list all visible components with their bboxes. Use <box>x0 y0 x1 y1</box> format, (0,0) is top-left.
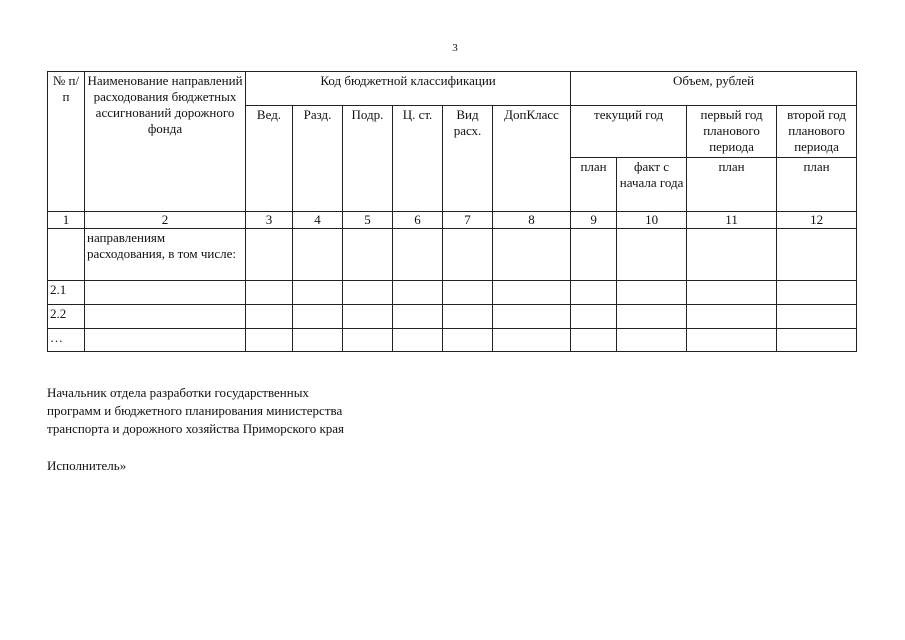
row-no <box>48 229 85 281</box>
col-num: 4 <box>293 212 343 229</box>
table-header-row-1 <box>48 72 857 106</box>
row-name <box>85 305 246 329</box>
table-row <box>48 329 857 352</box>
header-plan: план <box>571 158 617 212</box>
header-name: Наименование направлений расходования бюджетных ассигнований дорожного фонда <box>85 72 246 212</box>
col-num: 7 <box>443 212 493 229</box>
col-num: 5 <box>343 212 393 229</box>
row-name <box>85 329 246 352</box>
header-ved: Вед. <box>246 106 293 212</box>
col-num: 6 <box>393 212 443 229</box>
col-num: 11 <box>687 212 777 229</box>
header-dopklass: ДопКласс <box>493 106 571 212</box>
header-current-year: текущий год <box>571 106 687 158</box>
budget-table <box>47 71 857 352</box>
row-no: 2.1 <box>48 281 85 305</box>
header-plan-first: план <box>687 158 777 212</box>
header-no: № п/п <box>48 72 85 212</box>
col-num: 10 <box>617 212 687 229</box>
col-num: 1 <box>48 212 85 229</box>
header-razd: Разд. <box>293 106 343 212</box>
col-num: 3 <box>246 212 293 229</box>
column-number-row <box>48 212 857 229</box>
col-num: 2 <box>85 212 246 229</box>
header-first-year: первый год планового периода <box>687 106 777 158</box>
signature-line: Начальник отдела разработки государственных <box>47 385 309 400</box>
header-second-year: второй год планового периода <box>777 106 857 158</box>
col-num: 12 <box>777 212 857 229</box>
table-row <box>48 229 857 281</box>
table-row <box>48 305 857 329</box>
header-plan-second: план <box>777 158 857 212</box>
row-name: направлениям расходования, в том числе: <box>85 229 246 281</box>
header-vid: Вид расх. <box>443 106 493 212</box>
page-number: 3 <box>452 42 458 54</box>
header-fact: факт с начала года <box>617 158 687 212</box>
header-volume: Объем, рублей <box>571 72 857 106</box>
row-no: … <box>48 329 85 352</box>
col-num: 8 <box>493 212 571 229</box>
header-podr: Подр. <box>343 106 393 212</box>
header-budget-code: Код бюджетной классификации <box>246 72 571 106</box>
executor-label: Исполнитель» <box>47 458 127 473</box>
signature-block <box>47 384 344 438</box>
row-name <box>85 281 246 305</box>
signature-line: программ и бюджетного планирования министерства <box>47 403 343 418</box>
table-row <box>48 281 857 305</box>
col-num: 9 <box>571 212 617 229</box>
header-cst: Ц. ст. <box>393 106 443 212</box>
row-no: 2.2 <box>48 305 85 329</box>
signature-line: транспорта и дорожного хозяйства Приморского края <box>47 421 345 436</box>
